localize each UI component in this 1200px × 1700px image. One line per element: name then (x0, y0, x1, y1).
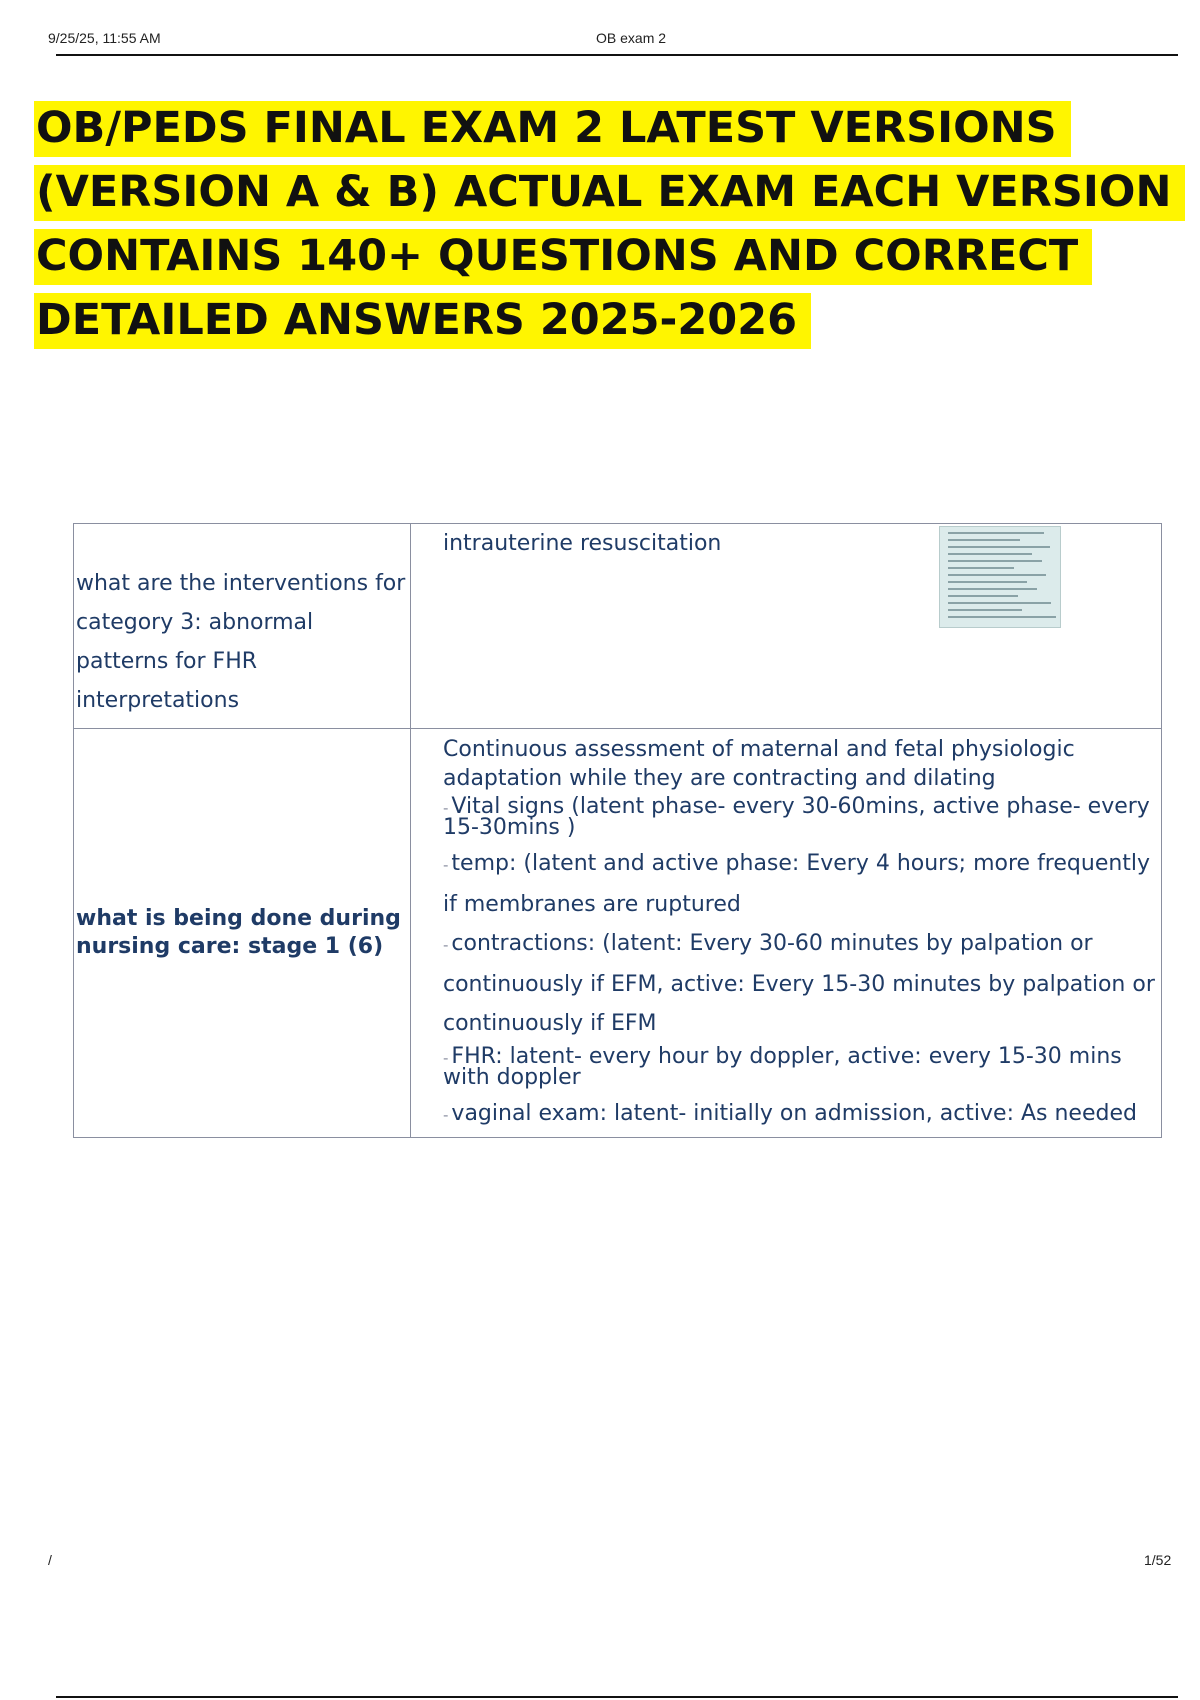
table-row (74, 729, 1162, 1138)
question-cell (74, 729, 411, 1138)
question-text: what are the interventions for category 3: abnormal patterns for FHR interpretations (76, 571, 406, 713)
print-date: 9/25/25, 11:55 AM (48, 30, 161, 46)
answer-bullet: - vaginal exam: latent- initially on admission, active: As needed (443, 1101, 1137, 1126)
header-divider (56, 54, 1178, 56)
answer-text: intrauterine resuscitation (443, 531, 722, 556)
answer-thumbnail-image (939, 526, 1061, 628)
page-number: 1/52 (1144, 1552, 1172, 1568)
question-text: what is being done during nursing care: stage 1 (6) (76, 906, 401, 959)
table-row (74, 524, 1162, 729)
question-cell (74, 524, 411, 729)
answer-bullet: - temp: (latent and active phase: Every 4 hours; more frequently if membranes are ruptured (443, 851, 1151, 917)
flashcard-table (73, 523, 1162, 1138)
answer-bullet: - Vital signs (latent phase- every 30-60mins, active phase- every 15-30mins ) (443, 794, 1150, 840)
answer-bullet: - contractions: (latent: Every 30-60 minutes by palpation or continuously if EFM, active: Every 15-30 minutes by palpation or continuously if EFM (443, 931, 1155, 1036)
document-title-highlight: OB/PEDS FINAL EXAM 2 LATEST VERSIONS (VERSION A & B) ACTUAL EXAM EACH VERSION CONTAINS 140+ QUESTIONS AND CORRECT DETAILED ANSWERS 2025-2026 (34, 101, 1185, 349)
answer-cell (411, 729, 1162, 1138)
footer-url: / (48, 1552, 52, 1568)
answer-bullet: - FHR: latent- every hour by doppler, active: every 15-30 mins with doppler (443, 1044, 1122, 1090)
answer-cell (411, 524, 1162, 729)
answer-text: Continuous assessment of maternal and fetal physiologic adaptation while they are contracting and dilating (443, 737, 1075, 791)
document-title (34, 96, 1184, 352)
footer-divider (56, 1696, 1178, 1698)
print-title: OB exam 2 (596, 30, 667, 46)
